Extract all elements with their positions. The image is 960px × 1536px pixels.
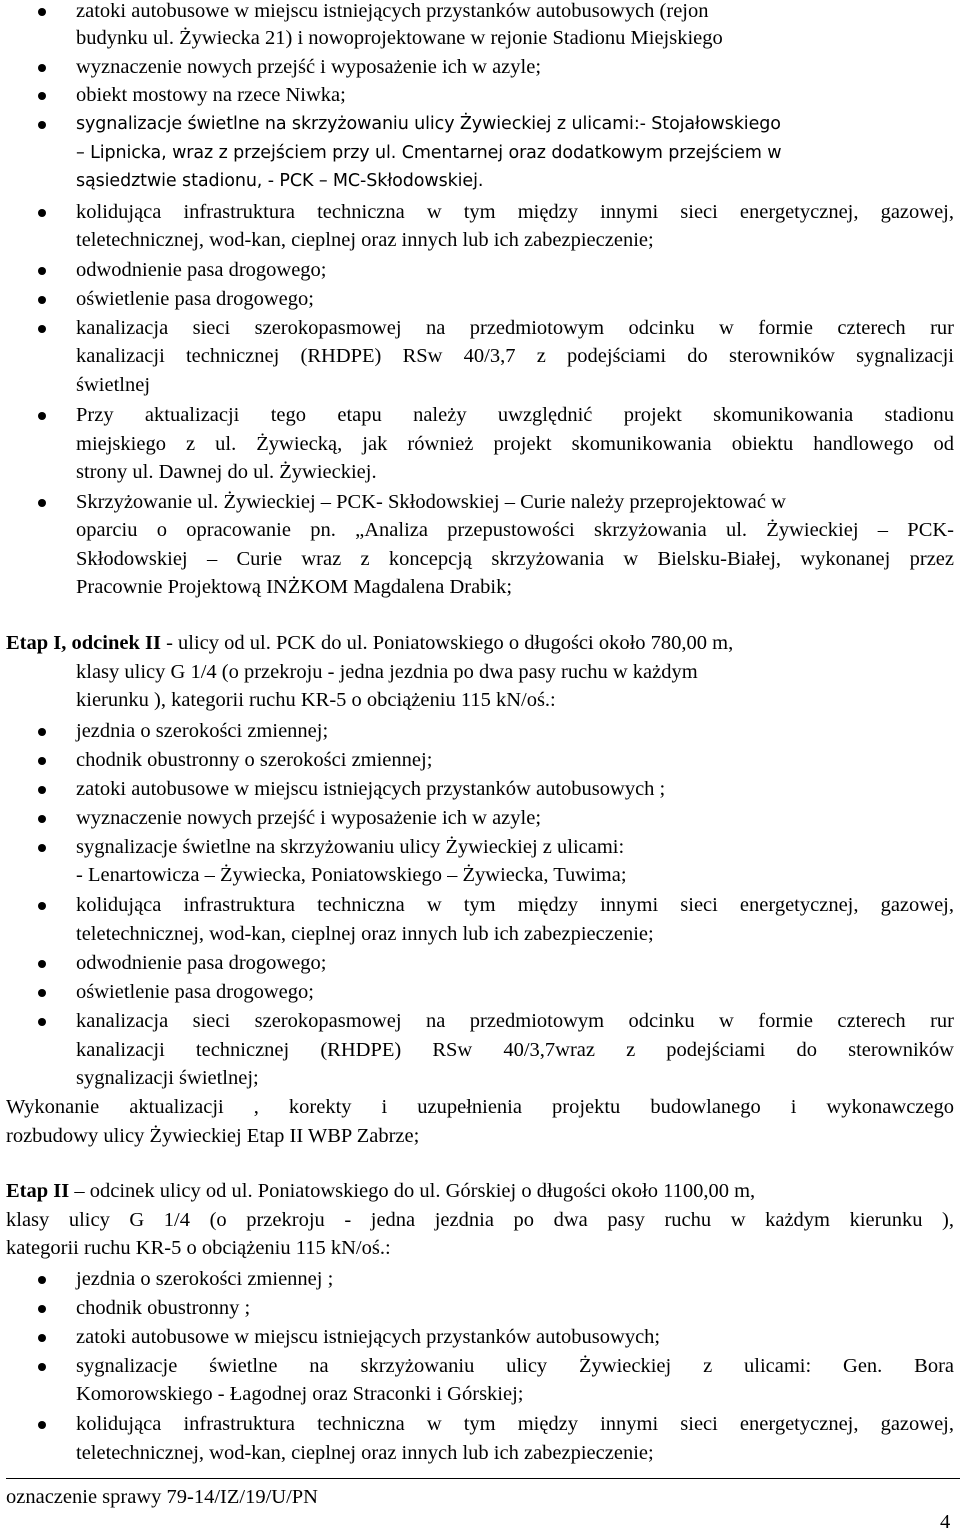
list-item-continuation: budynku ul. Żywiecka 21) i nowoprojektowane w rejonie Stadionu Miejskiego [76,27,723,49]
list-item: sygnalizacje świetlne na skrzyżowaniu ulicy Żywieckiej z ulicami:- Stojałowskiego [76,114,781,134]
bullet-icon [38,1305,46,1313]
bullet-icon [38,296,46,304]
list-item: oświetlenie pasa drogowego; [76,288,314,310]
list-item-continuation: sąsiedztwie stadionu, - PCK – MC-Skłodowskiej. [76,171,484,191]
list-item: obiekt mostowy na rzece Niwka; [76,84,346,106]
paragraph-line: rozbudowy ulicy Żywieckiej Etap II WBP Zabrze; [6,1125,420,1147]
list-item-continuation: oparciu o opracowanie pn. „Analiza przepustowości skrzyżowania ul. Żywieckiej – PCK- [76,519,954,541]
etap-1-heading-bold: Etap I, odcinek II [6,632,161,654]
bullet-icon [38,267,46,275]
list-item: sygnalizacje świetlne na skrzyżowaniu ulicy Żywieckiej z ulicami: [76,836,625,858]
list-item: kanalizacja sieci szerokopasmowej na przedmiotowym odcinku w formie czterech rur [76,317,954,339]
list-item-continuation: – Lipnicka, wraz z przejściem przy ul. Cmentarnej oraz dodatkowym przejściem w [76,143,782,163]
etap-1-heading-text: - ulicy od ul. PCK do ul. Poniatowskiego o długości około 780,00 m, [160,632,734,654]
bullet-icon [38,728,46,736]
bullet-icon [38,412,46,420]
footer-case-number: oznaczenie sprawy 79-14/IZ/19/U/PN [6,1486,318,1508]
list-item-continuation: świetlnej [76,374,151,396]
list-item-continuation: kanalizacji technicznej (RHDPE) RSw 40/3,7 z podejściami do sterowników sygnalizacji [76,345,954,367]
bullet-icon [38,209,46,217]
bullet-icon [38,786,46,794]
bullet-icon [38,1363,46,1371]
bullet-icon [38,1334,46,1342]
list-item-continuation: Komorowskiego - Łagodnej oraz Straconki i Górskiej; [76,1383,524,1405]
list-item: sygnalizacje świetlne na skrzyżowaniu ulicy Żywieckiej z ulicami: Gen. Bora [76,1355,954,1377]
footer-divider [6,1478,960,1479]
bullet-icon [38,325,46,333]
list-item: zatoki autobusowe w miejscu istniejących przystanków autobusowych ; [76,778,666,800]
list-item: kolidująca infrastruktura techniczna w tym między innymi sieci energetycznej, gazowej, [76,894,954,916]
list-item-continuation: sygnalizacji świetlnej; [76,1067,259,1089]
bullet-icon [38,989,46,997]
list-item-continuation: Skłodowskiej – Curie wraz z koncepcją skrzyżowania w Bielsku-Białej, wykonanej przez [76,548,954,570]
bullet-icon [38,1421,46,1429]
list-item: wyznaczenie nowych przejść i wyposażenie ich w azyle; [76,56,542,78]
list-item-continuation: teletechnicznej, wod-kan, cieplnej oraz innych lub ich zabezpieczenie; [76,1442,654,1464]
list-item: kolidująca infrastruktura techniczna w tym między innymi sieci energetycznej, gazowej, [76,201,954,223]
list-item: kolidująca infrastruktura techniczna w tym między innymi sieci energetycznej, gazowej, [76,1413,954,1435]
bullet-icon [38,1018,46,1026]
paragraph-line: Wykonanie aktualizacji , korekty i uzupełnienia projektu budowlanego i wykonawczego [6,1096,954,1118]
list-item: odwodnienie pasa drogowego; [76,259,327,281]
list-item-continuation: - Lenartowicza – Żywiecka, Poniatowskiego – Żywiecka, Tuwima; [76,864,627,886]
etap-2-line: klasy ulicy G 1/4 (o przekroju - jedna jezdnia po dwa pasy ruchu w każdym kierunku ), [6,1209,954,1231]
bullet-icon [38,844,46,852]
list-item-continuation: kanalizacji technicznej (RHDPE) RSw 40/3,7wraz z podejściami do sterowników [76,1039,954,1061]
bullet-icon [38,64,46,72]
list-item: kanalizacja sieci szerokopasmowej na przedmiotowym odcinku w formie czterech rur [76,1010,954,1032]
etap-2-line: kategorii ruchu KR-5 o obciążeniu 115 kN/oś.: [6,1237,391,1259]
bullet-icon [38,8,46,16]
list-item: Skrzyżowanie ul. Żywieckiej – PCK- Skłodowskiej – Curie należy przeprojektować w [76,491,786,513]
bullet-icon [38,815,46,823]
page-number: 4 [940,1511,951,1533]
etap-2-heading-bold: Etap II [6,1180,70,1202]
bullet-icon [38,902,46,910]
etap-1-line: klasy ulicy G 1/4 (o przekroju - jedna jezdnia po dwa pasy ruchu w każdym [76,661,698,683]
list-item-continuation: Pracownie Projektową INŻKOM Magdalena Drabik; [76,576,513,598]
bullet-icon [38,121,46,129]
bullet-icon [38,92,46,100]
list-item-continuation: strony ul. Dawnej do ul. Żywieckiej. [76,461,377,483]
list-item: odwodnienie pasa drogowego; [76,952,327,974]
list-item: Przy aktualizacji tego etapu należy uwzględnić projekt skomunikowania stadionu [76,404,954,426]
list-item: oświetlenie pasa drogowego; [76,981,314,1003]
list-item: jezdnia o szerokości zmiennej; [76,720,329,742]
bullet-icon [38,499,46,507]
bullet-icon [38,1276,46,1284]
etap-2-heading-text: – odcinek ulicy od ul. Poniatowskiego do ul. Górskiej o długości około 1100,00 m, [69,1180,756,1202]
list-item-continuation: teletechnicznej, wod-kan, cieplnej oraz innych lub ich zabezpieczenie; [76,923,654,945]
bullet-icon [38,757,46,765]
bullet-icon [38,960,46,968]
list-item: chodnik obustronny o szerokości zmiennej; [76,749,433,771]
list-item: zatoki autobusowe w miejscu istniejących przystanków autobusowych; [76,1326,661,1348]
etap-2-heading [6,1177,954,1206]
list-item: zatoki autobusowe w miejscu istniejących przystanków autobusowych (rejon [76,0,709,22]
etap-1-line: kierunku ), kategorii ruchu KR-5 o obciążeniu 115 kN/oś.: [76,689,556,711]
list-item-continuation: teletechnicznej, wod-kan, cieplnej oraz innych lub ich zabezpieczenie; [76,229,654,251]
list-item: jezdnia o szerokości zmiennej ; [76,1268,334,1290]
etap-1-heading [6,629,954,658]
list-item-continuation: miejskiego z ul. Żywiecką, jak również projekt skomunikowania obiektu handlowego od [76,433,954,455]
list-item: chodnik obustronny ; [76,1297,251,1319]
list-item: wyznaczenie nowych przejść i wyposażenie ich w azyle; [76,807,542,829]
